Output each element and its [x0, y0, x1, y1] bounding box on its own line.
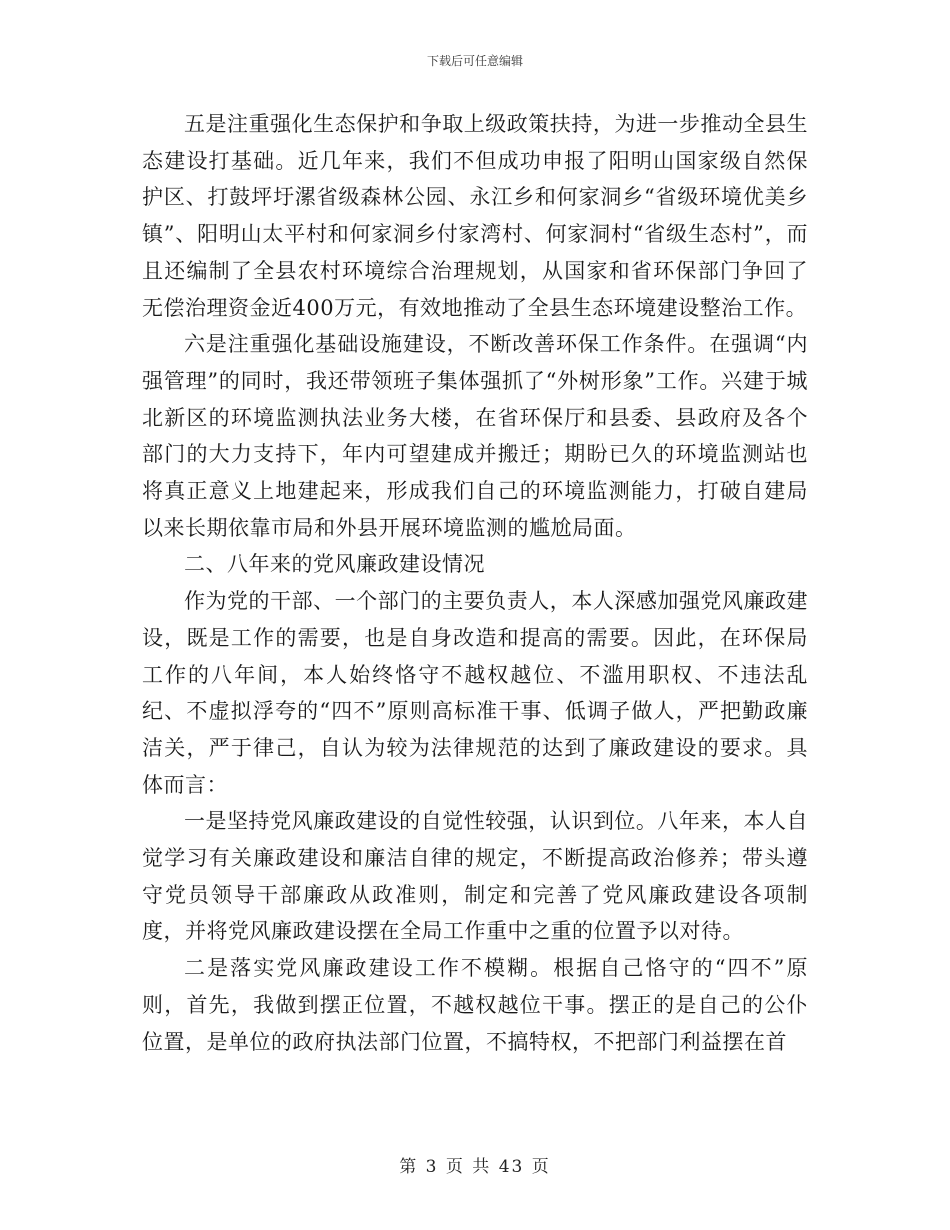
document-body — [142, 106, 808, 1060]
paragraph-intro-integrity: 作为党的干部、一个部门的主要负责人，本人深感加强党风廉政建设，既是工作的需要，也是自身改造和提高的需要。因此，在环保局工作的八年间，本人始终恪守不越权越位、不滥用职权、不违法乱纪、不虚拟浮夸的“四不”原则高标准干事、低调子做人，严把勤政廉洁关，严于律己，自认为较为法律规范的达到了廉政建设的要求。具体而言： — [142, 589, 808, 797]
page-number: 第 3 页 共 43 页 — [399, 1157, 551, 1177]
paragraph-2-implementation: 二是落实党风廉政建设工作不模糊。根据自己恪守的“四不”原则，首先，我做到摆正位置，不越权越位干事。摆正的是自己的公仆位置，是单位的政府执法部门位置，不搞特权，不把部门利益摆在首 — [142, 956, 808, 1054]
paragraph-1-awareness: 一是坚持党风廉政建设的自觉性较强，认识到位。八年来，本人自觉学习有关廉政建设和廉洁自律的规定，不断提高政治修养；带头遵守党员领导干部廉政从政准则，制定和完善了党风廉政建设各项制度，并将党风廉政建设摆在全局工作重中之重的位置予以对待。 — [142, 809, 808, 944]
page-header: 下载后可任意编辑 — [426, 54, 523, 68]
section-heading: 二、八年来的党风廉政建设情况 — [184, 552, 485, 577]
paragraph-6-infrastructure: 六是注重强化基础设施建设，不断改善环保工作条件。在强调“内强管理”的同时，我还带领班子集体强抓了“外树形象”工作。兴建于城北新区的环境监测执法业务大楼，在省环保厅和县委、县政府及各个部门的大力支持下，年内可望建成并搬迁；期盼已久的环境监测站也将真正意义上地建起来，形成我们自己的环境监测能力，打破自建局以来长期依靠市局和外县开展环境监测的尴尬局面。 — [142, 332, 808, 540]
paragraph-5-ecology: 五是注重强化生态保护和争取上级政策扶持，为进一步推动全县生态建设打基础。近几年来，我们不但成功申报了阳明山国家级自然保护区、打鼓坪圩漯省级森林公园、永江乡和何家洞乡“省级环境优美乡镇”、阳明山太平村和何家洞乡付家湾村、何家洞村“省级生态村”，而且还编制了全县农村环境综合治理规划，从国家和省环保部门争回了无偿治理资金近400万元，有效地推动了全县生态环境建设整治工作。 — [142, 112, 808, 320]
